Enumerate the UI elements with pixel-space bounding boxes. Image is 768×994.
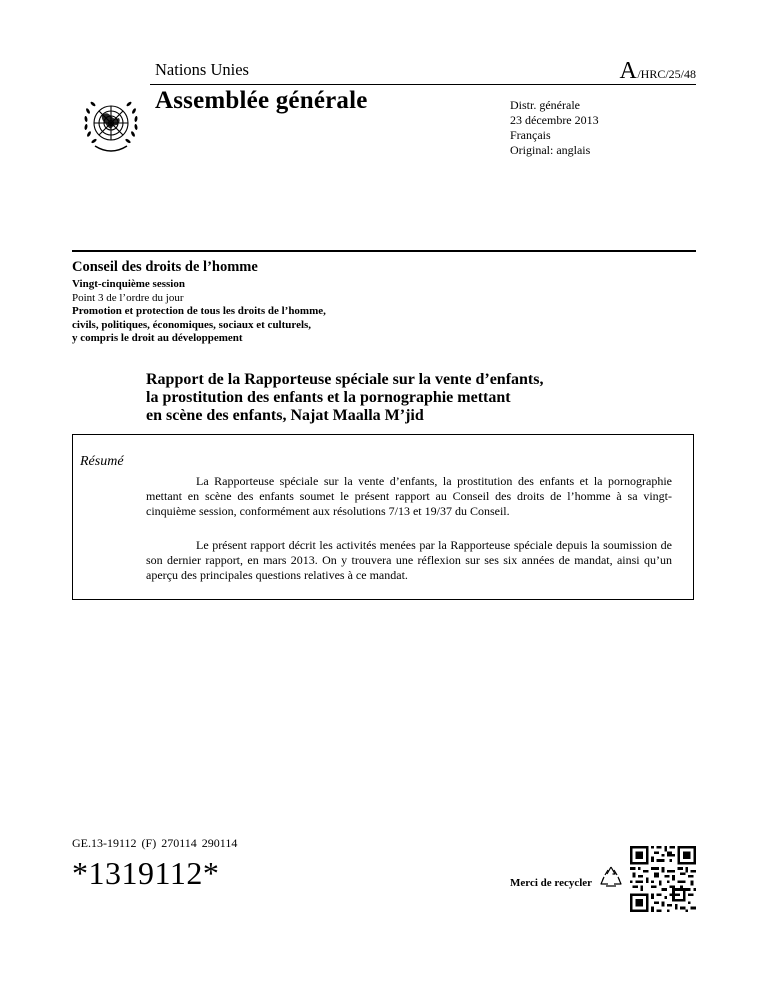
report-title-line-2: la prostitution des enfants et la pornographie mettant (146, 389, 511, 406)
distribution-block (510, 98, 599, 158)
report-title (146, 371, 706, 425)
symbol-prefix: A (619, 58, 638, 84)
summary-paragraph-2: Le présent rapport décrit les activités menées par la Rapporteuse spéciale depuis la soumission de son dernier rapport, en mars 2013. On y trouvera une réflexion sur ses six années de mandat, ainsi qu’un aperçu des principales questions relatives à ce mandat. (146, 538, 672, 582)
body-name: Assemblée générale (155, 87, 368, 114)
document-date: 23 décembre 2013 (510, 113, 599, 127)
distribution-status: Distr. générale (510, 98, 580, 112)
agenda-title-line-3: y compris le droit au développement (72, 332, 243, 344)
document-symbol (619, 58, 696, 85)
barcode-text: *1319112* (72, 855, 220, 891)
agenda-title-line-1: Promotion et protection de tous les droits de l’homme, (72, 305, 326, 317)
original-language: Original: anglais (510, 143, 591, 157)
summary-heading: Résumé (80, 454, 124, 469)
organization-name: Nations Unies (155, 60, 249, 79)
session-number: Vingt-cinquième session (72, 278, 185, 290)
recycle-icon (598, 864, 624, 890)
recycle-label: Merci de recycler (510, 877, 593, 889)
job-number: GE.13-19112 (F) 270114 290114 (72, 836, 238, 850)
main-rule (72, 250, 696, 252)
session-block (72, 278, 326, 346)
report-title-line-3: en scène des enfants, Najat Maalla M’jid (146, 407, 424, 424)
un-emblem-icon (77, 92, 145, 158)
council-name: Conseil des droits de l’homme (72, 259, 258, 275)
symbol-suffix: /HRC/25/48 (637, 67, 696, 81)
agenda-title-line-2: civils, politiques, économiques, sociaux et culturels, (72, 318, 312, 331)
report-title-line-1: Rapport de la Rapporteuse spéciale sur la vente d’enfants, (146, 371, 544, 388)
header-rule (150, 84, 696, 85)
agenda-point: Point 3 de l’ordre du jour (72, 291, 184, 304)
document-language: Français (510, 128, 551, 142)
summary-paragraph-1: La Rapporteuse spéciale sur la vente d’enfants, la prostitution des enfants et la pornographie mettant en scène des enfants soumet le présent rapport au Conseil des droits de l’homme à sa vingt-cinquième session, conformément aux résolutions 7/13 et 19/37 du Conseil. (146, 474, 672, 518)
qr-code-icon (630, 846, 696, 912)
